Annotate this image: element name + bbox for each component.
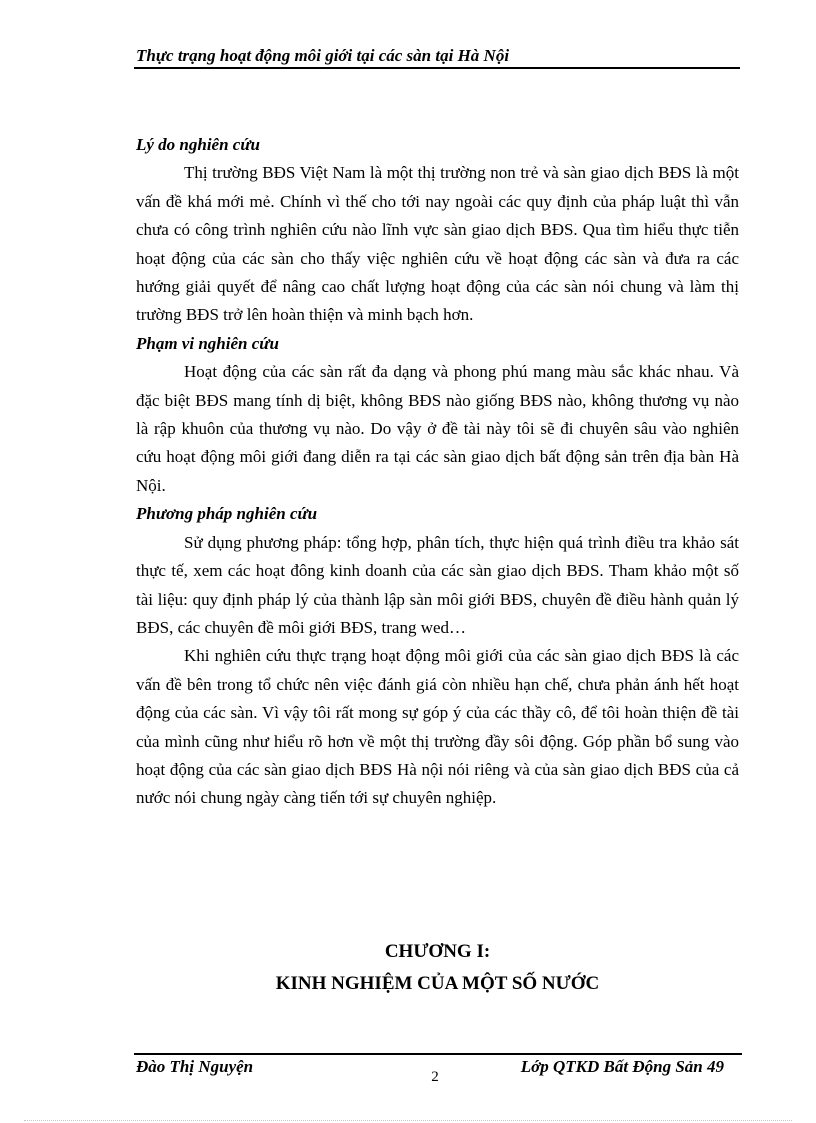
footer-author: Đào Thị Nguyện [136,1057,254,1076]
header-divider [134,67,740,69]
section-heading-reason: Lý do nghiên cứu [136,135,260,154]
paragraph-reason: Thị trường BĐS Việt Nam là một thị trường non trẻ và sàn giao dịch BĐS là một vấn đề khá mới mẻ. Chính vì thế cho tới nay ngoài các quy định của pháp luật thì vẫn chưa có công trình nghiên cứu nào lĩnh vực sàn giao dịch BĐS. Qua tìm hiểu thực tiễn hoạt động của các sàn cho thấy việc nghiên cứu về hoạt động các sàn và đưa ra các hướng giải quyết để nâng cao chất lượng hoạt động của các sàn nói chung và làm thị trường BĐS trở lên hoàn thiện và minh bạch hơn. [136,163,739,325]
paragraph-method-2: Khi nghiên cứu thực trạng hoạt động môi giới của các sàn giao dịch BĐS là các vấn đề bên trong tổ chức nên việc đánh giá còn nhiều hạn chế, chưa phản ánh hết hoạt động của các sàn. Vì vậy tôi rất mong sự góp ý của các thầy cô, để tôi hoàn thiện đề tài của mình cũng như hiểu rõ hơn về một thị trường đầy sôi động. Góp phần bổ sung vào hoạt động của các sàn giao dịch BĐS Hà nội nói riêng và của sàn giao dịch BĐS của cả nước nói chung ngày càng tiến tới sự chuyên nghiệp. [136,646,739,808]
footer-divider [134,1053,742,1055]
page-edge [24,1120,792,1121]
paragraph-scope: Hoạt động của các sàn rất đa dạng và phong phú mang màu sắc khác nhau. Và đặc biệt BĐS mang tính dị biệt, không BĐS nào giống BĐS nào, không thương vụ nào là rập khuôn của thương vụ nào. Do vậy ở đề tài này tôi sẽ đi chuyên sâu vào nghiên cứu hoạt động môi giới đang diễn ra tại các sàn giao dịch bất động sản trên địa bàn Hà Nội. [136,362,739,495]
document-body [136,131,739,813]
section-heading-scope: Phạm vi nghiên cứu [136,333,279,353]
chapter-title: KINH NGHIỆM CỦA MỘT SỐ NƯỚC [275,973,600,994]
chapter-number: CHƯƠNG I: [384,941,491,962]
paragraph-method-1: Sử dụng phương pháp: tổng hợp, phân tích, thực hiện quá trình điều tra khảo sát thực tế, xem các hoạt đông kinh doanh của các sàn giao dịch BĐS. Tham khảo một số tài liệu: quy định pháp lý của thành lập sàn môi giới BĐS, chuyên đề điều hành quản lý BĐS, các chuyên đề môi giới BĐS, trang wed… [136,532,739,637]
section-heading-method: Phương pháp nghiên cứu [136,504,318,524]
page-number: 2 [431,1069,439,1085]
header-title: Thực trạng hoạt động môi giới tại các sàn tại Hà Nội [136,46,510,65]
footer-class: Lớp QTKD Bất Động Sản 49 [520,1057,724,1076]
